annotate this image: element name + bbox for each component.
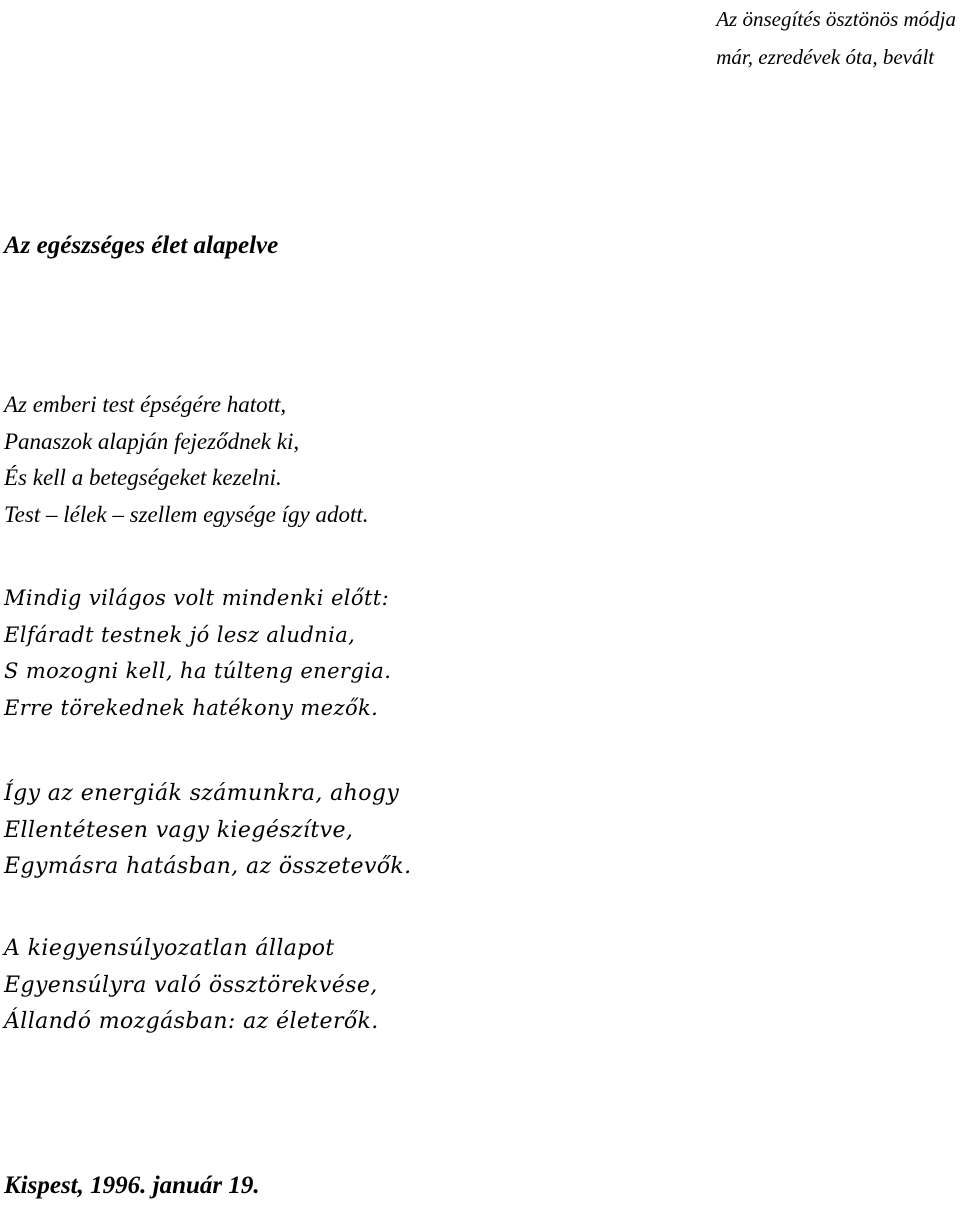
epigraph — [716, 0, 956, 76]
poem-line: S mozogni kell, ha túlteng energia. — [4, 659, 392, 683]
poem-title: Az egészséges élet alapelve — [4, 232, 279, 259]
poem-line: Panaszok alapján fejeződnek ki, — [4, 428, 300, 454]
stanza-4 — [4, 931, 379, 1041]
poem-line: Így az energiák számunkra, ahogy — [4, 781, 400, 806]
poem-line: Állandó mozgásban: az életerők. — [4, 1009, 379, 1034]
signature-date: Kispest, 1996. január 19. — [4, 1172, 260, 1199]
poem-line: Elfáradt testnek jó lesz aludnia, — [4, 622, 356, 647]
poem-line: A kiegyensúlyozatlan állapot — [4, 936, 335, 961]
stanza-1 — [4, 387, 369, 533]
poem-line: És kell a betegségeket kezelni. — [4, 465, 282, 490]
poem-line: Egyensúlyra való össztörekvése, — [4, 972, 378, 998]
epigraph-line: Az önsegítés ösztönös módja — [716, 7, 956, 31]
poem-line: Az emberi test épségére hatott, — [4, 392, 287, 417]
poem-line: Egymásra hatásban, az összetevők. — [4, 854, 412, 879]
poem-line: Erre törekednek hatékony mezők. — [4, 695, 379, 720]
stanza-3 — [4, 776, 412, 886]
epigraph-line: már, ezredévek óta, bevált — [716, 45, 935, 69]
poem-line: Test – lélek – szellem egysége így adott. — [4, 501, 369, 527]
poem-line: Ellentétesen vagy kiegészítve, — [4, 817, 354, 843]
stanza-2 — [4, 580, 391, 726]
poem-line: Mindig világos volt mindenki előtt: — [4, 586, 390, 610]
